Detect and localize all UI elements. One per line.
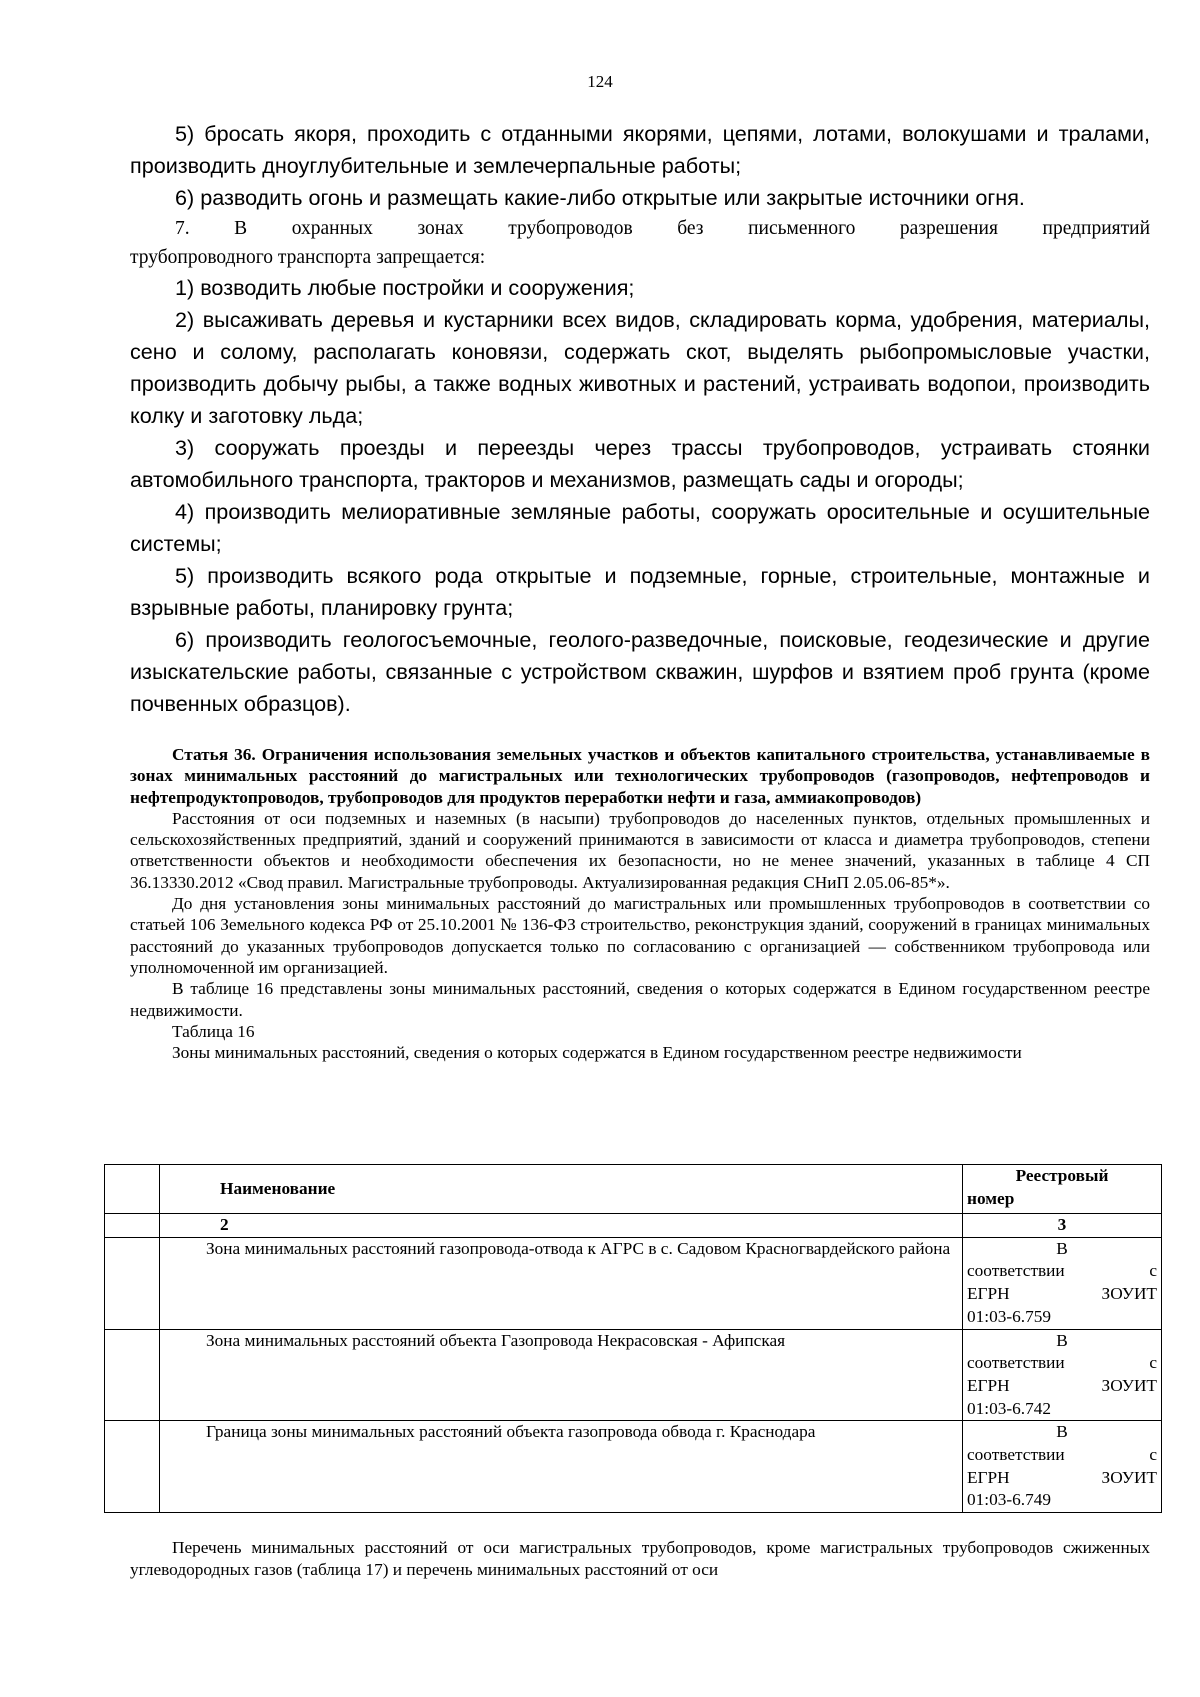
registry-line: 01:03-6.759 [967, 1306, 1052, 1326]
tail-paragraph: Перечень минимальных расстояний от оси магистральных трубопроводов, кроме магистральных трубопроводов сжиженных углеводородных газов (таблица 17) и перечень минимальных расстояний от оси [130, 1538, 1150, 1579]
zone-name: Граница зоны минимальных расстояний объекта газопровода обвода г. Краснодара [160, 1421, 963, 1513]
row-number-cell [105, 1329, 160, 1421]
row-number-cell [105, 1237, 160, 1329]
list-item: 3) сооружать проезды и переезды через трассы трубопроводов, устраивать стоянки автомобильного транспорта, тракторов и механизмов, размещать сады и огороды; [130, 435, 1150, 492]
column-number-2: 2 [160, 1214, 963, 1238]
registry-line: соответствии с [967, 1445, 1157, 1465]
header-cell-empty [105, 1165, 160, 1214]
closing-text [130, 1537, 1150, 1581]
header-name: Наименование [160, 1165, 963, 1214]
header-registry-line2: номер [967, 1188, 1015, 1208]
column-number-1 [105, 1214, 160, 1238]
table-row [105, 1329, 1162, 1421]
article-36 [130, 744, 1150, 1063]
table-label: Таблица 16 [172, 1021, 255, 1041]
list-item: 6) производить геологосъемочные, геолого-разведочные, поисковые, геодезические и другие изыскательские работы, связанные с устройством скважин, шурфов и взятием проб грунта (кроме почвенных образцов). [130, 627, 1150, 716]
prohibitions-list [130, 118, 1150, 720]
list-item: 2) высаживать деревья и кустарники всех видов, складировать корма, удобрения, материалы, сено и солому, располагать коновязи, содержать скот, выделять рыбопромысловые участки, производить добычу рыбы, а также водных животных и растений, устраивать водопои, производить колку и заготовку льда; [130, 307, 1150, 428]
zone-name: Зона минимальных расстояний газопровода-отвода к АГРС в с. Садовом Красногвардейского района [160, 1237, 963, 1329]
list-item: 5) производить всякого рода открытые и подземные, горные, строительные, монтажные и взрывные работы, планировку грунта; [130, 563, 1150, 620]
table-caption: Зоны минимальных расстояний, сведения о которых содержатся в Едином государственном реестре недвижимости [172, 1043, 1022, 1063]
article-paragraph: До дня установления зоны минимальных расстояний до магистральных или промышленных трубопроводов в соответствии со статьей 106 Земельного кодекса РФ от 25.10.2001 № 136-ФЗ строительство, реконструкция зданий, сооружений в границах минимальных расстояний до указанных трубопроводов допускается только по согласованию с организацией — собственником трубопровода или уполномоченной им организацией. [130, 894, 1150, 977]
registry-line: ЕГРН ЗОУИТ [967, 1375, 1157, 1395]
list-item: 4) производить мелиоративные земляные работы, сооружать оросительные и осушительные системы; [130, 499, 1150, 556]
registry-line: В [1056, 1330, 1068, 1350]
registry-number [963, 1421, 1162, 1513]
registry-line: соответствии с [967, 1261, 1157, 1281]
registry-line: В [1056, 1238, 1068, 1258]
column-number-3: 3 [963, 1214, 1162, 1238]
registry-number [963, 1237, 1162, 1329]
registry-line: 01:03-6.749 [967, 1490, 1052, 1510]
registry-number [963, 1329, 1162, 1421]
table-row [105, 1421, 1162, 1513]
article-title: Статья 36. Ограничения использования земельных участков и объектов капитального строительства, устанавливаемые в зонах минимальных расстояний до магистральных или технологических трубопроводов (газопроводов, нефтепроводов и нефтепродуктопроводов, трубопроводов для продуктов переработки нефти и газа, аммиакопроводов) [130, 745, 1150, 807]
zones-table [104, 1164, 1162, 1513]
item-7-intro: 7. В охранных зонах трубопроводов без письменного разрешения предприятий [175, 218, 1150, 239]
header-registry-line1: Реестровый [1015, 1166, 1109, 1185]
zone-name: Зона минимальных расстояний объекта Газопровода Некрасовская - Афипская [160, 1329, 963, 1421]
list-item: 1) возводить любые постройки и сооружения; [175, 275, 635, 300]
row-number-cell [105, 1421, 160, 1513]
header-registry [963, 1165, 1162, 1214]
article-paragraph: В таблице 16 представлены зоны минимальных расстояний, сведения о которых содержатся в Едином государственном реестре недвижимости. [130, 979, 1150, 1020]
registry-line: ЕГРН ЗОУИТ [967, 1284, 1157, 1304]
registry-line: ЕГРН ЗОУИТ [967, 1467, 1157, 1487]
list-item: 6) разводить огонь и размещать какие-либо открытые или закрытые источники огня. [175, 185, 1025, 210]
item-7-intro-continuation: трубопроводного транспорта запрещается: [130, 247, 486, 268]
registry-line: соответствии с [967, 1353, 1157, 1373]
registry-line: 01:03-6.742 [967, 1398, 1052, 1418]
page-number: 124 [587, 72, 613, 91]
table-header-row [105, 1165, 1162, 1214]
article-paragraph: Расстояния от оси подземных и наземных (в насыпи) трубопроводов до населенных пунктов, отдельных промышленных и сельскохозяйственных предприятий, зданий и сооружений принимаются в зависимости от класса и диаметра трубопроводов, степени ответственности объектов и необходимости обеспечения их безопасности, но не менее значений, указанных в таблице 4 СП 36.13330.2012 «Свод правил. Магистральные трубопроводы. Актуализированная редакция СНиП 2.05.06-85*». [130, 808, 1150, 892]
registry-line: В [1056, 1422, 1068, 1442]
table-row [105, 1237, 1162, 1329]
list-item: 5) бросать якоря, проходить с отданными якорями, цепями, лотами, волокушами и тралами, производить дноуглубительные и землечерпальные работы; [130, 121, 1150, 178]
column-number-row [105, 1214, 1162, 1238]
